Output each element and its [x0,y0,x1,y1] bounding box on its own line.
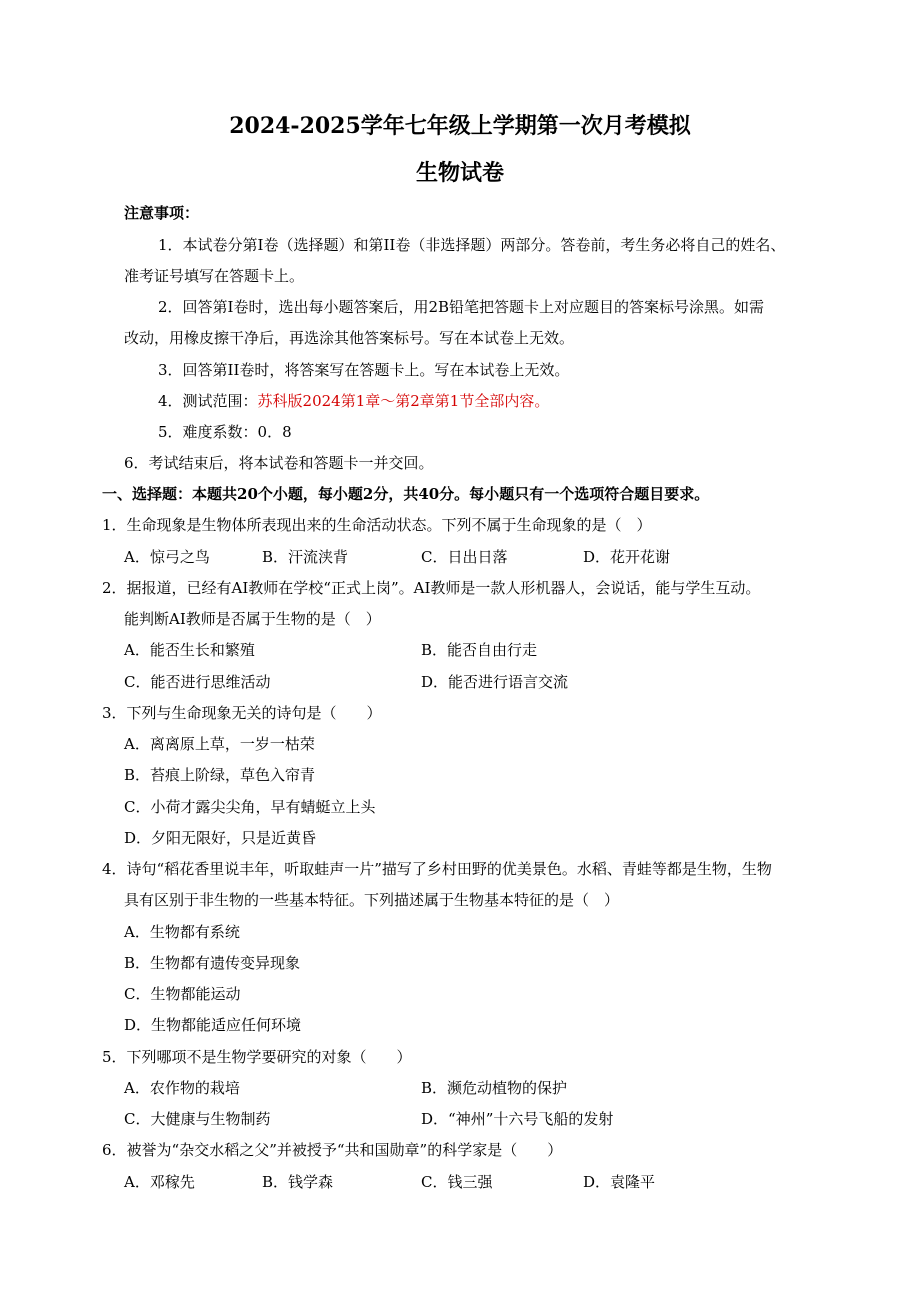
q5-stem: 5．下列哪项不是生物学要研究的对象（ ） [102,1048,412,1066]
q1-option-d: D．花开花谢 [583,548,671,566]
q1-option-b: B．汗流浃背 [262,548,349,566]
notes-heading: 注意事项： [124,204,200,222]
q4-option-a: A．生物都有系统 [124,923,240,941]
q5-option-c: C．大健康与生物制药 [124,1110,271,1128]
q6-stem: 6．被誉为“杂交水稻之父”并被授予“共和国勋章”的科学家是（ ） [102,1141,563,1159]
note-2-line-2: 改动，用橡皮擦干净后，再选涂其他答案标号。写在本试卷上无效。 [124,329,575,347]
q1-stem: 1．生命现象是生物体所表现出来的生命活动状态。下列不属于生命现象的是（ ） [102,516,652,534]
q2-option-c: C．能否进行思维活动 [124,673,271,691]
q3-option-c: C．小荷才露尖尖角，早有蜻蜓立上头 [124,798,376,816]
q2-stem-line-2: 能判断AI教师是否属于生物的是（ ） [124,610,381,628]
page-subtitle: 生物试卷 [415,160,504,186]
q3-option-d: D．夕阳无限好，只是近黄昏 [124,829,317,847]
note-1-line-2: 准考证号填写在答题卡上。 [124,267,305,285]
q4-stem-line-1: 4．诗句“稻花香里说丰年，听取蛙声一片”描写了乡村田野的优美景色。水稻、青蛙等都是生物，生物 [102,860,772,878]
q6-option-d: D．袁隆平 [583,1173,656,1191]
q5-option-d: D．“神州”十六号飞船的发射 [421,1110,614,1128]
q2-option-b: B．能否自由行走 [421,641,538,659]
q2-option-d: D．能否进行语言交流 [421,673,569,691]
q3-stem: 3．下列与生命现象无关的诗句是（ ） [102,704,382,722]
note-1-line-1: 1．本试卷分第I卷（选择题）和第II卷（非选择题）两部分。答卷前，考生务必将自己的姓名、 [158,236,786,254]
q4-option-c: C．生物都能运动 [124,985,241,1003]
q1-option-c: C．日出日落 [421,548,508,566]
q6-option-b: B．钱学森 [262,1173,334,1191]
q6-option-a: A．邓稼先 [124,1173,195,1191]
q4-option-d: D．生物都能适应任何环境 [124,1016,302,1034]
page-title: 2024-2025学年七年级上学期第一次月考模拟 [229,113,691,139]
note-6: 6．考试结束后，将本试卷和答题卡一并交回。 [124,454,434,472]
note-4-scope: 苏科版2024第1章～第2章第1节全部内容。 [257,392,550,410]
q3-option-b: B．苔痕上阶绿，草色入帘青 [124,766,316,784]
note-2-line-1: 2．回答第I卷时，选出每小题答案后，用2B铅笔把答题卡上对应题目的答案标号涂黑。如需 [158,298,765,316]
note-5: 5．难度系数：0．8 [158,423,292,441]
q1-option-a: A．惊弓之鸟 [124,548,210,566]
note-4 [158,391,549,411]
note-3: 3．回答第II卷时，将答案写在答题卡上。写在本试卷上无效。 [158,361,570,379]
q3-option-a: A．离离原上草，一岁一枯荣 [124,735,315,753]
q6-option-c: C．钱三强 [421,1173,493,1191]
q4-stem-line-2: 具有区别于非生物的一些基本特征。下列描述属于生物基本特征的是（ ） [124,891,620,909]
q5-option-a: A．农作物的栽培 [124,1079,240,1097]
q5-option-b: B．濒危动植物的保护 [421,1079,568,1097]
section-1-heading: 一、选择题：本题共20个小题，每小题2分，共40分。每小题只有一个选项符合题目要求。 [102,485,710,503]
q2-option-a: A．能否生长和繁殖 [124,641,255,659]
note-4-prefix: 4．测试范围： [158,392,258,410]
q2-stem-line-1: 2．据报道，已经有AI教师在学校“正式上岗”。AI教师是一款人形机器人，会说话，能与学生互动。 [102,579,761,597]
q4-option-b: B．生物都有遗传变异现象 [124,954,301,972]
